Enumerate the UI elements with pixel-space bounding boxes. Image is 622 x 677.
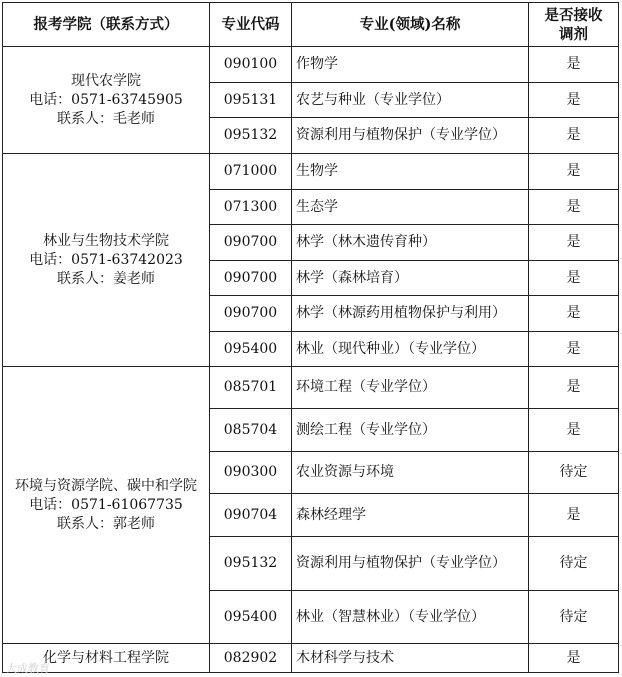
major-code: 090704 <box>210 494 292 537</box>
major-name: 林业（智慧林业）（专业学位） <box>292 591 529 644</box>
table-row <box>3 367 619 409</box>
table-row <box>3 154 619 190</box>
adjust-status: 是 <box>529 118 619 154</box>
major-code: 082902 <box>210 644 292 673</box>
adjust-status: 待定 <box>529 452 619 494</box>
table-row <box>3 47 619 83</box>
school-contact: 联系人：姜老师 <box>57 270 155 287</box>
major-name: 测绘工程（专业学位） <box>292 409 529 452</box>
header-row <box>3 3 619 47</box>
major-code: 090700 <box>210 225 292 261</box>
major-name: 作物学 <box>292 47 529 83</box>
major-name: 环境工程（专业学位） <box>292 367 529 409</box>
adjust-status: 是 <box>529 47 619 83</box>
school-contact: 联系人：毛老师 <box>57 110 155 127</box>
major-name: 林学（林木遗传育种） <box>292 225 529 261</box>
major-name: 资源利用与植物保护（专业学位） <box>292 118 529 154</box>
adjust-status: 是 <box>529 494 619 537</box>
major-name: 农业资源与环境 <box>292 452 529 494</box>
school-phone: 电话：0571-63742023 <box>29 251 183 268</box>
major-name: 林业（现代种业）（专业学位） <box>292 332 529 367</box>
major-name: 生物学 <box>292 154 529 190</box>
admissions-table <box>2 2 619 673</box>
major-code: 090100 <box>210 47 292 83</box>
major-code: 085701 <box>210 367 292 409</box>
major-name: 林学（林源药用植物保护与利用） <box>292 296 529 332</box>
school-phone: 电话：0571-63745905 <box>29 91 183 108</box>
adjust-status: 是 <box>529 190 619 225</box>
adjust-status: 是 <box>529 409 619 452</box>
school-contact: 联系人：郭老师 <box>57 515 155 532</box>
adjust-status: 待定 <box>529 537 619 591</box>
header-school: 报考学院（联系方式） <box>3 3 210 47</box>
major-code: 085704 <box>210 409 292 452</box>
watermark: 大成教育 <box>6 662 50 675</box>
major-name: 林学（森林培育） <box>292 261 529 296</box>
major-code: 090300 <box>210 452 292 494</box>
adjust-status: 待定 <box>529 591 619 644</box>
school-name: 现代农学院 <box>71 72 141 89</box>
major-code: 090700 <box>210 296 292 332</box>
major-code: 071000 <box>210 154 292 190</box>
major-code: 095132 <box>210 537 292 591</box>
adjust-status: 是 <box>529 644 619 673</box>
adjust-status: 是 <box>529 296 619 332</box>
major-code: 095131 <box>210 83 292 118</box>
header-adjust-line1: 是否接收 <box>544 6 603 24</box>
header-adjust-line2: 调剂 <box>559 25 588 43</box>
adjust-status: 是 <box>529 225 619 261</box>
school-name: 化学与材料工程学院 <box>43 649 169 666</box>
major-code: 090700 <box>210 261 292 296</box>
adjust-status: 是 <box>529 154 619 190</box>
header-adjust <box>529 3 619 47</box>
major-name: 木材科学与技术 <box>292 644 529 673</box>
school-cell <box>3 47 210 154</box>
major-code: 095132 <box>210 118 292 154</box>
school-name: 环境与资源学院、碳中和学院 <box>15 477 197 494</box>
header-code: 专业代码 <box>210 3 292 47</box>
major-code: 071300 <box>210 190 292 225</box>
adjust-status: 是 <box>529 83 619 118</box>
school-cell <box>3 154 210 367</box>
header-name: 专业(领域)名称 <box>292 3 529 47</box>
table-row <box>3 644 619 673</box>
school-phone: 电话：0571-61067735 <box>29 496 183 513</box>
major-name: 资源利用与植物保护（专业学位） <box>292 537 529 591</box>
major-name: 森林经理学 <box>292 494 529 537</box>
major-code: 095400 <box>210 591 292 644</box>
major-code: 095400 <box>210 332 292 367</box>
adjust-status: 是 <box>529 332 619 367</box>
major-name: 农艺与种业（专业学位） <box>292 83 529 118</box>
major-name: 生态学 <box>292 190 529 225</box>
adjust-status: 是 <box>529 367 619 409</box>
school-name: 林业与生物技术学院 <box>43 232 169 249</box>
adjust-status: 是 <box>529 261 619 296</box>
school-cell <box>3 367 210 644</box>
